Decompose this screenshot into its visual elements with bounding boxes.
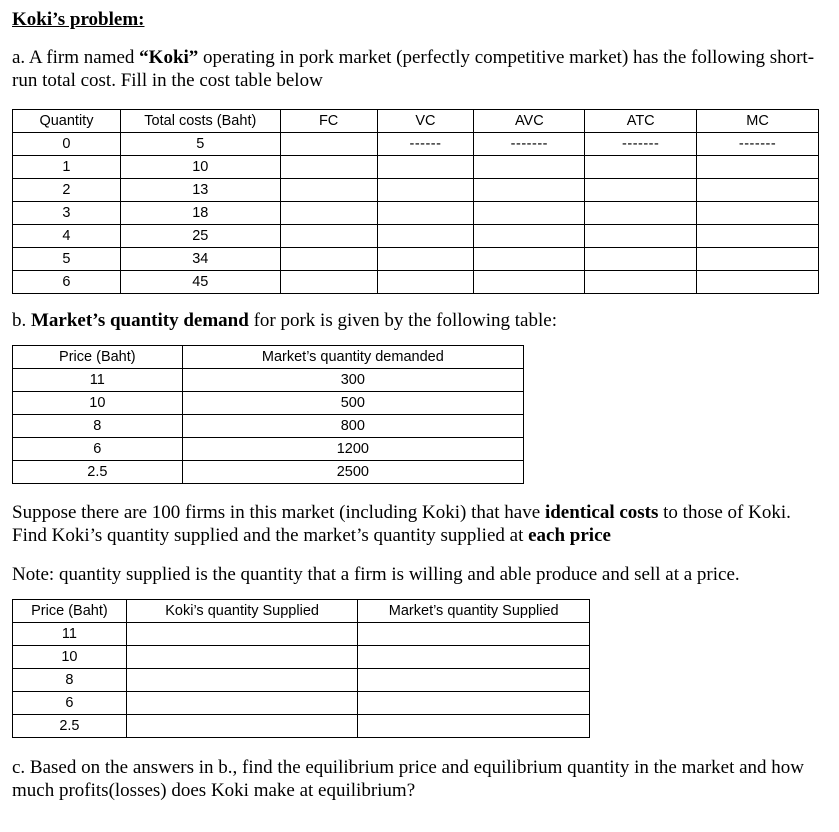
table-cell [377, 179, 474, 202]
part-b-note: Note: quantity supplied is the quantity that a firm is willing and able produce and sell at a price. [12, 564, 740, 585]
table-cell [280, 248, 377, 271]
table-cell [126, 646, 358, 669]
table-cell: 8 [13, 669, 127, 692]
table-cell [358, 623, 590, 646]
demand-table-row [13, 392, 524, 415]
table-cell: 45 [120, 271, 280, 294]
table-cell [585, 179, 697, 202]
column-header: Market’s quantity demanded [182, 346, 523, 369]
table-cell [585, 202, 697, 225]
cost-table-row [13, 179, 819, 202]
table-cell [377, 202, 474, 225]
table-cell: 2.5 [13, 461, 183, 484]
table-cell: 500 [182, 392, 523, 415]
table-cell [126, 669, 358, 692]
column-header: Quantity [13, 110, 121, 133]
table-cell [697, 179, 819, 202]
supply-table-row [13, 692, 590, 715]
table-cell: 25 [120, 225, 280, 248]
column-header: AVC [474, 110, 585, 133]
table-cell [358, 692, 590, 715]
part-a-text-2: operating in pork market (perfectly competitive market) has the following short-run total cost. Fill in the cost table below [12, 47, 815, 91]
table-cell [474, 225, 585, 248]
table-cell: 18 [120, 202, 280, 225]
table-cell [358, 715, 590, 738]
column-header: Koki’s quantity Supplied [126, 600, 358, 623]
column-header: Total costs (Baht) [120, 110, 280, 133]
demand-table-row [13, 461, 524, 484]
table-cell [697, 248, 819, 271]
table-cell: 6 [13, 692, 127, 715]
table-cell [126, 715, 358, 738]
table-cell [697, 271, 819, 294]
table-cell: ------- [474, 133, 585, 156]
table-cell [280, 271, 377, 294]
part-a-firm-name: “Koki” [139, 47, 199, 68]
demand-table-header-row [13, 346, 524, 369]
supply-table-header-row [13, 600, 590, 623]
table-cell [474, 156, 585, 179]
cost-table-row [13, 202, 819, 225]
table-cell [697, 156, 819, 179]
demand-table-row [13, 369, 524, 392]
cost-table-row [13, 133, 819, 156]
column-header: MC [697, 110, 819, 133]
table-cell: 2.5 [13, 715, 127, 738]
table-cell [377, 248, 474, 271]
table-cell [474, 248, 585, 271]
part-b-bold-demand: Market’s quantity demand [31, 310, 249, 331]
demand-table-row [13, 415, 524, 438]
table-cell [474, 202, 585, 225]
table-cell [474, 271, 585, 294]
table-cell: 3 [13, 202, 121, 225]
table-cell [280, 156, 377, 179]
table-cell: 34 [120, 248, 280, 271]
cost-table-row [13, 156, 819, 179]
table-cell: 1200 [182, 438, 523, 461]
table-cell: 11 [13, 623, 127, 646]
table-cell [280, 225, 377, 248]
part-b-bold-identical: identical costs [544, 502, 659, 523]
table-cell: 5 [120, 133, 280, 156]
table-cell [126, 623, 358, 646]
table-cell: ------- [697, 133, 819, 156]
table-cell: 11 [13, 369, 183, 392]
part-b-paragraph [12, 501, 827, 547]
part-b-bold-each-price: each price [528, 525, 611, 546]
table-cell [585, 225, 697, 248]
table-cell: 6 [13, 438, 183, 461]
table-cell: 8 [13, 415, 183, 438]
cost-table-row [13, 271, 819, 294]
part-a-text-1: a. A firm named [12, 47, 140, 68]
column-header: FC [280, 110, 377, 133]
cost-table-row [13, 248, 819, 271]
cost-table [12, 109, 819, 294]
part-c-question: c. Based on the answers in b., find the equilibrium price and equilibrium quantity in the market and how much profits(losses) does Koki make at equilibrium? [12, 757, 805, 801]
part-a-question [12, 46, 827, 92]
table-cell: 10 [13, 646, 127, 669]
problem-title: Koki’s problem: [12, 9, 145, 30]
cost-table-header-row [13, 110, 819, 133]
table-cell: ------- [585, 133, 697, 156]
cost-table-row [13, 225, 819, 248]
part-b-question [12, 309, 827, 332]
table-cell [377, 156, 474, 179]
table-cell [697, 225, 819, 248]
table-cell [377, 271, 474, 294]
column-header: ATC [585, 110, 697, 133]
supply-table-row [13, 646, 590, 669]
table-cell [474, 179, 585, 202]
table-cell [280, 202, 377, 225]
table-cell [280, 179, 377, 202]
part-b-para-2: to those of Koki. Find Koki’s quantity supplied and the market’s quantity supplied at [12, 502, 791, 546]
table-cell [280, 133, 377, 156]
table-cell: 0 [13, 133, 121, 156]
part-b-text-2: for pork is given by the following table: [248, 310, 557, 331]
table-cell [585, 248, 697, 271]
table-cell: 6 [13, 271, 121, 294]
table-cell [358, 669, 590, 692]
column-header: VC [377, 110, 474, 133]
table-cell [126, 692, 358, 715]
table-cell [697, 202, 819, 225]
supply-table [12, 599, 590, 738]
table-cell [358, 646, 590, 669]
table-cell: 1 [13, 156, 121, 179]
table-cell: 2 [13, 179, 121, 202]
table-cell: 5 [13, 248, 121, 271]
demand-table [12, 345, 524, 484]
column-header: Market’s quantity Supplied [358, 600, 590, 623]
table-cell: ------ [377, 133, 474, 156]
table-cell: 800 [182, 415, 523, 438]
column-header: Price (Baht) [13, 600, 127, 623]
table-cell [585, 271, 697, 294]
table-cell [585, 156, 697, 179]
table-cell: 300 [182, 369, 523, 392]
table-cell: 4 [13, 225, 121, 248]
supply-table-row [13, 623, 590, 646]
table-cell: 10 [13, 392, 183, 415]
supply-table-row [13, 669, 590, 692]
table-cell: 13 [120, 179, 280, 202]
table-cell [377, 225, 474, 248]
column-header: Price (Baht) [13, 346, 183, 369]
supply-table-row [13, 715, 590, 738]
table-cell: 10 [120, 156, 280, 179]
table-cell: 2500 [182, 461, 523, 484]
part-b-para-1: Suppose there are 100 firms in this market (including Koki) that have [12, 502, 545, 523]
demand-table-row [13, 438, 524, 461]
part-b-text-1: b. [12, 310, 31, 331]
